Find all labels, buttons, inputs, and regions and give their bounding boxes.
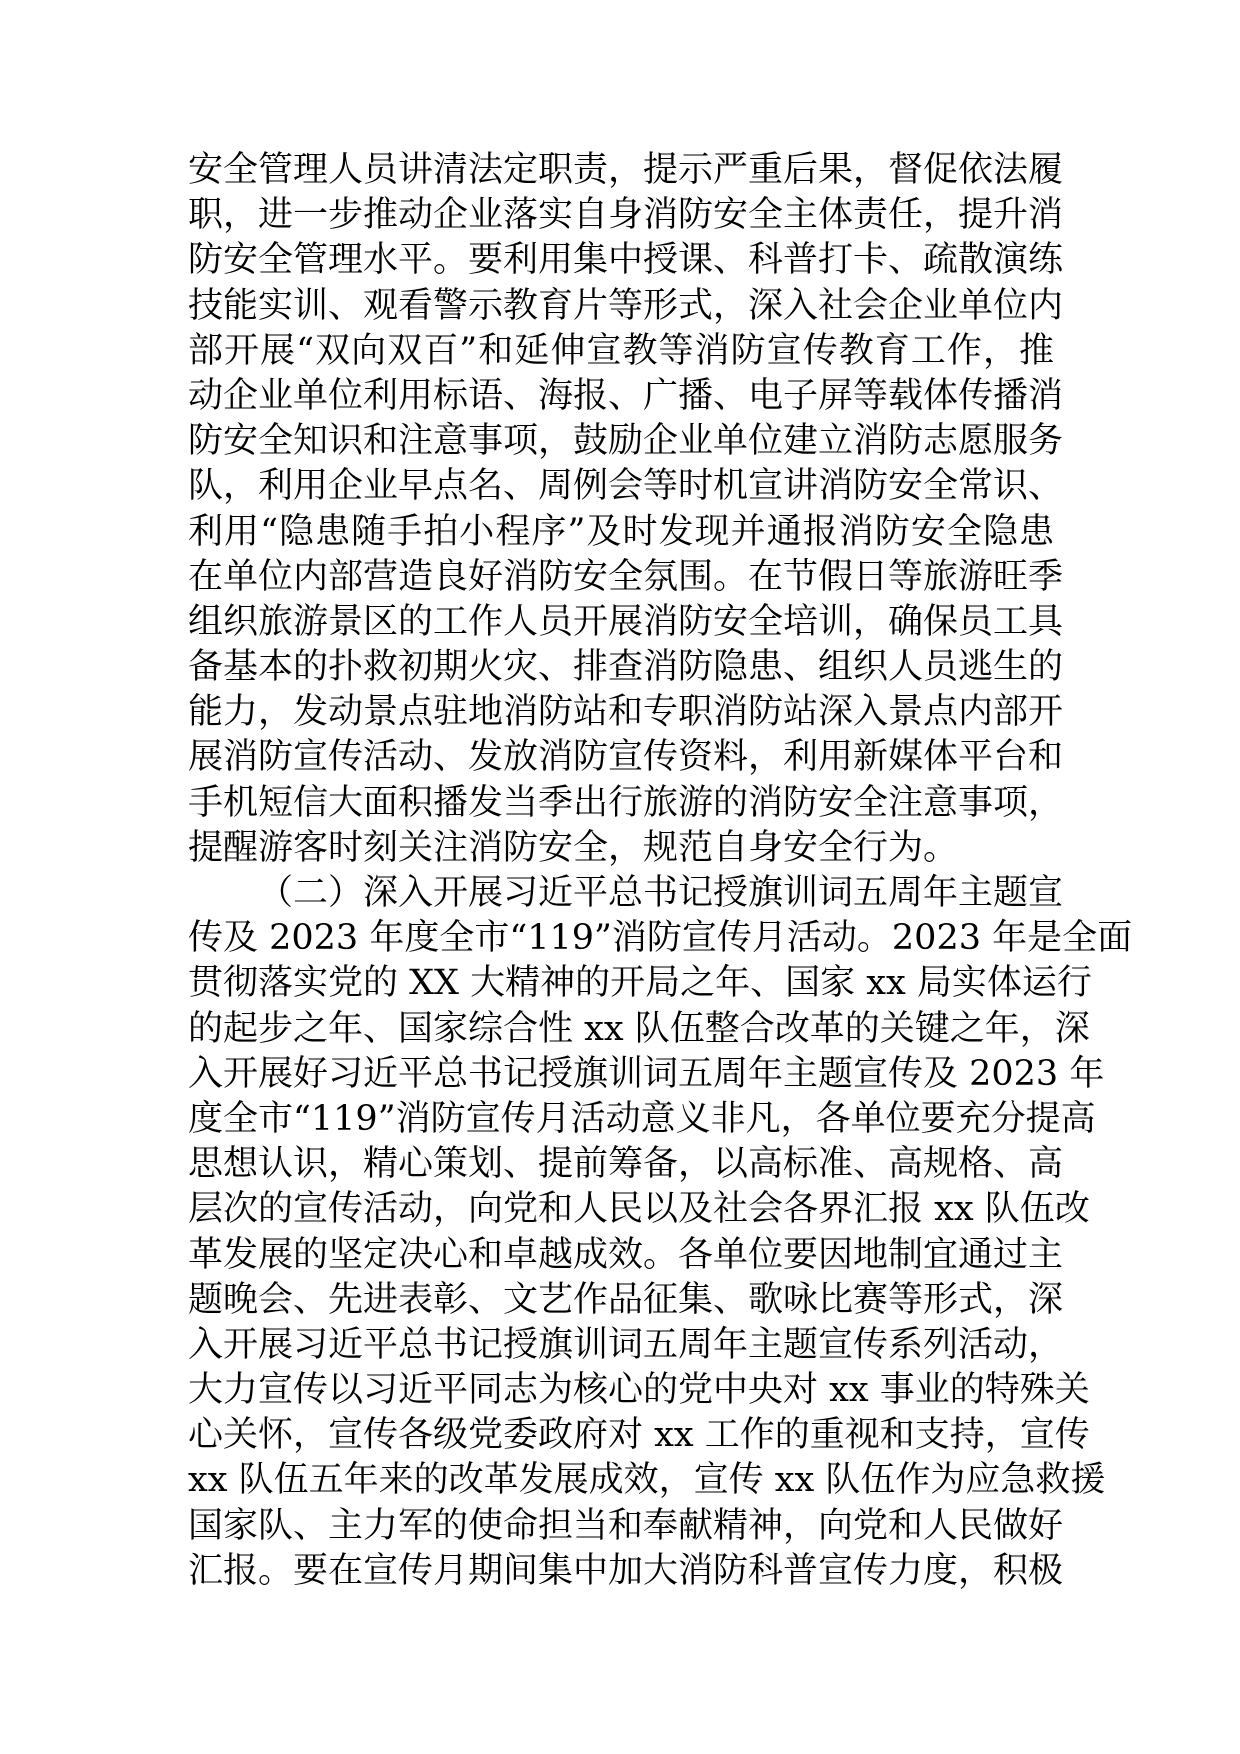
text-line: 利用“隐患随手拍小程序”及时发现并通报消防安全隐患 [188, 511, 1054, 552]
text-line: 入开展好习近平总书记授旗训词五周年主题宣传及 2023 年 [188, 1053, 1105, 1094]
section-heading-line: （二）深入开展习近平总书记授旗训词五周年主题宣 [258, 873, 1064, 913]
text-line: 组织旅游景区的工作人员开展消防安全培训，确保员工具 [188, 601, 1064, 642]
text-line: 职，进一步推动企业落实自身消防安全主体责任，提升消 [188, 195, 1064, 236]
text-line: 能力，发动景点驻地消防站和专职消防站深入景点内部开 [188, 692, 1064, 733]
text-line: 动企业单位利用标语、海报、广播、电子屏等载体传播消 [188, 375, 1064, 416]
text-line: 传及 2023 年度全市“119”消防宣传月活动。2023 年是全面 [188, 918, 1133, 959]
text-line: 备基本的扑救初期火灾、排查消防隐患、组织人员逃生的 [188, 647, 1064, 688]
text-line: 革发展的坚定决心和卓越成效。各单位要因地制宜通过主 [188, 1234, 1064, 1275]
text-line: 大力宣传以习近平同志为核心的党中央对 xx 事业的特殊关 [188, 1370, 1090, 1411]
text-line: 安全管理人员讲清法定职责，提示严重后果，督促依法履 [188, 150, 1064, 190]
text-line: 展消防宣传活动、发放消防宣传资料，利用新媒体平台和 [188, 737, 1064, 778]
text-line: 层次的宣传活动，向党和人民以及社会各界汇报 xx 队伍改 [188, 1189, 1090, 1230]
text-line: 国家队、主力军的使命担当和奉献精神，向党和人民做好 [188, 1505, 1064, 1546]
text-line: 技能实训、观看警示教育片等形式，深入社会企业单位内 [188, 285, 1064, 326]
paragraph-last-line: 提醒游客时刻关注消防安全，规范自身安全行为。 [188, 827, 959, 868]
text-line: 度全市“119”消防宣传月活动意义非凡，各单位要充分提高 [188, 1098, 1096, 1139]
text-line: 入开展习近平总书记授旗训词五周年主题宣传系列活动， [188, 1324, 1064, 1365]
text-line: 队，利用企业早点名、周例会等时机宣讲消防安全常识、 [188, 466, 1064, 507]
text-line: 部开展“双向双百”和延伸宣教等消防宣传教育工作，推 [188, 330, 1054, 371]
text-line: 手机短信大面积播发当季出行旅游的消防安全注意事项， [188, 782, 1064, 823]
text-line: 汇报。要在宣传月期间集中加大消防科普宣传力度，积极 [188, 1550, 1064, 1591]
text-line: 题晚会、先进表彰、文艺作品征集、歌咏比赛等形式，深 [188, 1279, 1064, 1320]
document-body [188, 148, 1133, 1594]
text-line: 贯彻落实党的 XX 大精神的开局之年、国家 xx 局实体运行 [188, 963, 1092, 1004]
text-line: 的起步之年、国家综合性 xx 队伍整合改革的关键之年，深 [188, 1008, 1090, 1049]
text-line: 在单位内部营造良好消防安全氛围。在节假日等旅游旺季 [188, 556, 1064, 597]
text-line: 防安全知识和注意事项，鼓励企业单位建立消防志愿服务 [188, 421, 1064, 462]
text-line: 思想认识，精心策划、提前筹备，以高标准、高规格、高 [188, 1144, 1064, 1185]
text-line: 防安全管理水平。要利用集中授课、科普打卡、疏散演练 [188, 240, 1064, 281]
text-line: 心关怀，宣传各级党委政府对 xx 工作的重视和支持，宣传 [188, 1415, 1090, 1456]
text-line: xx 队伍五年来的改革发展成效，宣传 xx 队伍作为应急救援 [188, 1460, 1106, 1501]
